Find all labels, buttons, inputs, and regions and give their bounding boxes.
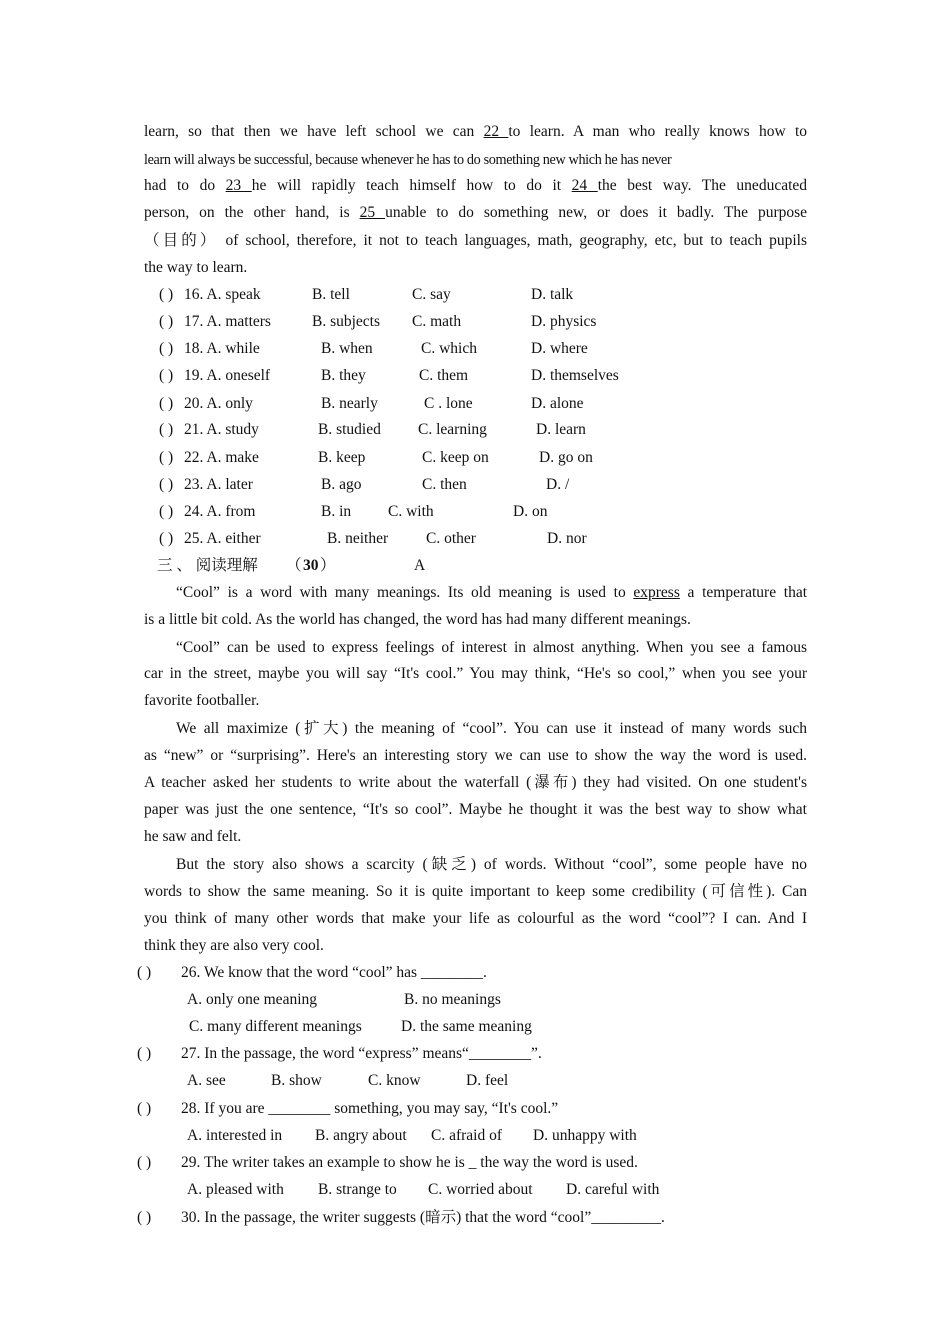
passage-line-8: A teacher asked her students to write about the waterfall (瀑布) they had visited. On one student's: [144, 774, 807, 791]
option-b: B. when: [321, 340, 373, 357]
cloze-text: to learn. A man who really knows how to: [508, 123, 807, 140]
score-paren-open: （: [286, 557, 302, 574]
option-b: B. studied: [318, 421, 381, 438]
cloze-text: person, on the other hand, is: [144, 204, 360, 221]
option-b: B. they: [321, 367, 366, 384]
blank-23: 23: [225, 177, 252, 194]
cloze-line-6: the way to learn.: [144, 259, 248, 276]
option-a: 19. A. oneself: [184, 367, 271, 384]
answer-paren[interactable]: ( ): [159, 476, 174, 493]
option-d: D. /: [546, 476, 570, 493]
option-c: C. keep on: [422, 449, 489, 466]
answer-paren[interactable]: ( ): [159, 449, 174, 466]
option-d: D. on: [513, 503, 548, 520]
cloze-text: he will rapidly teach himself how to do it: [251, 177, 572, 194]
passage-line-2: is a little bit cold. As the world has changed, the word has had many different meanings.: [144, 611, 691, 628]
answer-paren[interactable]: ( ): [137, 964, 152, 981]
answer-paren[interactable]: ( ): [159, 340, 174, 357]
passage-letter: A: [414, 557, 426, 574]
option-d: D. talk: [531, 286, 574, 303]
passage-line-10: he saw and felt.: [144, 828, 242, 845]
option-c: C. then: [422, 476, 467, 493]
option-a: A. see: [187, 1072, 226, 1089]
passage-line-5: favorite footballer.: [144, 692, 260, 709]
option-c: C. other: [426, 530, 476, 547]
option-c: C. math: [412, 313, 462, 330]
passage-text: “Cool” is a word with many meanings. Its old meaning is used to: [176, 584, 634, 601]
passage-line-12: words to show the same meaning. So it is quite important to keep some credibility (可信性). Can: [144, 883, 807, 900]
option-a: 22. A. make: [184, 449, 259, 466]
option-b: B. no meanings: [404, 991, 501, 1008]
option-a: A. interested in: [187, 1127, 283, 1144]
cloze-line-5: （目的） of school, therefore, it not to teach languages, math, geography, etc, but to teach pupils: [144, 232, 807, 249]
passage-line-6: We all maximize (扩大) the meaning of “cool”. You can use it instead of many words such: [176, 720, 807, 737]
option-a: A. only one meaning: [187, 991, 318, 1008]
option-b: B. keep: [318, 449, 366, 466]
answer-paren[interactable]: ( ): [159, 367, 174, 384]
option-a: 21. A. study: [184, 421, 259, 438]
cloze-text: learn, so that then we have left school we can: [144, 123, 484, 140]
cloze-line-2: learn will always be successful, because whenever he has to do something new which he has never: [144, 152, 672, 168]
option-c: C. which: [421, 340, 477, 357]
answer-paren[interactable]: ( ): [137, 1154, 152, 1171]
passage-line-11: But the story also shows a scarcity (缺乏) of words. Without “cool”, some people have no: [176, 856, 807, 873]
cloze-text: had to do: [144, 177, 226, 194]
option-a: 25. A. either: [184, 530, 261, 547]
option-d: D. the same meaning: [401, 1018, 532, 1035]
question-stem: 28. If you are ________ something, you may say, “It's cool.”: [181, 1100, 559, 1117]
answer-paren[interactable]: ( ): [159, 530, 174, 547]
option-a: 16. A. speak: [184, 286, 261, 303]
passage-line-7: as “new” or “surprising”. Here's an interesting story we can use to show the way the word is used.: [144, 747, 807, 764]
option-d: D. alone: [531, 395, 584, 412]
cloze-text: unable to do something new, or does it badly. The purpose: [385, 204, 807, 221]
option-a: 20. A. only: [184, 395, 253, 412]
score-paren-close: ）: [320, 557, 336, 574]
option-d: D. unhappy with: [533, 1127, 637, 1144]
option-b: B. nearly: [321, 395, 378, 412]
answer-paren[interactable]: ( ): [159, 313, 174, 330]
answer-paren[interactable]: ( ): [137, 1045, 152, 1062]
option-c: C. many different meanings: [189, 1018, 362, 1035]
answer-paren[interactable]: ( ): [159, 395, 174, 412]
option-b: B. tell: [312, 286, 350, 303]
cloze-line-3: [144, 176, 807, 196]
option-d: D. physics: [531, 313, 597, 330]
passage-text: a temperature that: [679, 584, 807, 601]
option-d: D. feel: [466, 1072, 509, 1089]
option-c: C. learning: [418, 421, 487, 438]
option-b: B. neither: [327, 530, 389, 547]
option-d: D. learn: [536, 421, 586, 438]
answer-paren[interactable]: ( ): [137, 1209, 152, 1226]
blank-22: 22: [483, 123, 509, 140]
option-b: B. in: [321, 503, 352, 520]
cloze-line-1: [144, 122, 807, 142]
option-a: A. pleased with: [187, 1181, 284, 1198]
answer-paren[interactable]: ( ): [137, 1100, 152, 1117]
question-stem: 26. We know that the word “cool” has ________.: [181, 964, 487, 981]
cloze-line-4: [144, 203, 807, 223]
cloze-text: the best way. The uneducated: [597, 177, 807, 194]
option-b: B. subjects: [312, 313, 381, 330]
passage-line-14: think they are also very cool.: [144, 937, 324, 954]
option-c: C. with: [388, 503, 434, 520]
question-stem: 29. The writer takes an example to show he is _ the way the word is used.: [181, 1154, 638, 1171]
blank-25: 25: [359, 204, 386, 221]
option-d: D. themselves: [531, 367, 619, 384]
passage-line-3: “Cool” can be used to express feelings of interest in almost anything. When you see a famous: [176, 639, 807, 656]
passage-line-9: paper was just the one sentence, “It's so cool”. Maybe he thought it was the best way to show what: [144, 801, 807, 818]
option-b: B. strange to: [318, 1181, 397, 1198]
underlined-word-express: express: [633, 584, 680, 601]
option-c: C. worried about: [428, 1181, 533, 1198]
option-a: 24. A. from: [184, 503, 256, 520]
option-d: D. where: [531, 340, 588, 357]
section-score: 30: [303, 557, 319, 574]
option-b: B. angry about: [315, 1127, 407, 1144]
option-c: C. know: [368, 1072, 421, 1089]
answer-paren[interactable]: ( ): [159, 421, 174, 438]
option-c: C . lone: [424, 395, 473, 412]
question-stem: 27. In the passage, the word “express” means“________”.: [181, 1045, 542, 1062]
option-d: D. careful with: [566, 1181, 660, 1198]
section-label: 三 、 阅读理解: [157, 557, 258, 574]
option-c: C. afraid of: [431, 1127, 503, 1144]
option-a: 17. A. matters: [184, 313, 271, 330]
answer-paren[interactable]: ( ): [159, 503, 174, 520]
passage-line-13: you think of many other words that make your life as colourful as the word “cool”? I can. And I: [144, 910, 807, 927]
option-a: 18. A. while: [184, 340, 260, 357]
option-c: C. say: [412, 286, 451, 303]
option-b: B. ago: [321, 476, 362, 493]
answer-paren[interactable]: ( ): [159, 286, 174, 303]
option-d: D. nor: [547, 530, 587, 547]
option-a: 23. A. later: [184, 476, 253, 493]
blank-24: 24: [571, 177, 598, 194]
option-b: B. show: [271, 1072, 322, 1089]
question-stem: 30. In the passage, the writer suggests (暗示) that the word “cool”_________.: [181, 1209, 665, 1226]
option-c: C. them: [419, 367, 469, 384]
passage-line-4: car in the street, maybe you will say “It's cool.” You may think, “He's so cool,” when you see your: [144, 665, 807, 682]
passage-line-1: [176, 583, 807, 603]
option-d: D. go on: [539, 449, 593, 466]
